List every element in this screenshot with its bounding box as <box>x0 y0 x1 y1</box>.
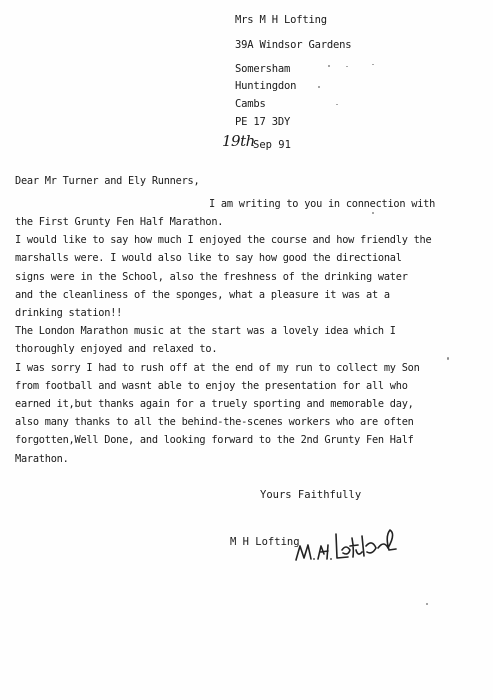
body-line: also many thanks to all the behind-the-scenes workers who are often <box>15 416 414 428</box>
scan-speck <box>346 66 348 67</box>
scan-speck <box>372 212 374 214</box>
body-line: earned it,but thanks again for a truely sporting and memorable day, <box>15 398 414 410</box>
scan-speck <box>318 86 320 88</box>
sender-name: M H Lofting <box>230 536 300 548</box>
body-line: marshalls were. I would also like to say how good the directional <box>15 252 402 264</box>
body-line: from football and wasnt able to enjoy the presentation for all who <box>15 380 408 392</box>
scan-speck <box>372 64 374 65</box>
address-street: 39A Windsor Gardens <box>235 39 352 51</box>
address-name: Mrs M H Lofting <box>235 14 327 26</box>
address-county: Cambs <box>235 98 266 110</box>
body-line: the First Grunty Fen Half Marathon. <box>15 216 224 228</box>
address-town: Somersham <box>235 63 291 75</box>
address-postcode: PE 17 3DY <box>235 116 291 128</box>
salutation: Dear Mr Turner and Ely Runners, <box>15 175 200 187</box>
scan-speck <box>426 603 428 605</box>
handwritten-signature <box>292 524 402 572</box>
scan-speck <box>447 357 449 360</box>
body-line: drinking station!! <box>15 307 123 319</box>
closing: Yours Faithfully <box>260 489 362 501</box>
body-line: Marathon. <box>15 453 69 465</box>
body-line: and the cleanliness of the sponges, what a pleasure it was at a <box>15 289 390 301</box>
body-line: I am writing to you in connection with <box>209 198 436 210</box>
address-district: Huntingdon <box>235 80 297 92</box>
body-line: forgotten,Well Done, and looking forward to the 2nd Grunty Fen Half <box>15 434 414 446</box>
scan-speck <box>328 65 330 67</box>
body-line: signs were in the School, also the freshness of the drinking water <box>15 271 408 283</box>
handwritten-date: 19th <box>222 132 255 150</box>
body-line: thoroughly enjoyed and relaxed to. <box>15 343 218 355</box>
body-line: The London Marathon music at the start was a lovely idea which I <box>15 325 396 337</box>
scan-speck <box>336 104 338 105</box>
body-line: I would like to say how much I enjoyed the course and how friendly the <box>15 234 432 246</box>
typed-date: Sep 91 <box>253 139 291 151</box>
body-line: I was sorry I had to rush off at the end of my run to collect my Son <box>15 362 420 374</box>
